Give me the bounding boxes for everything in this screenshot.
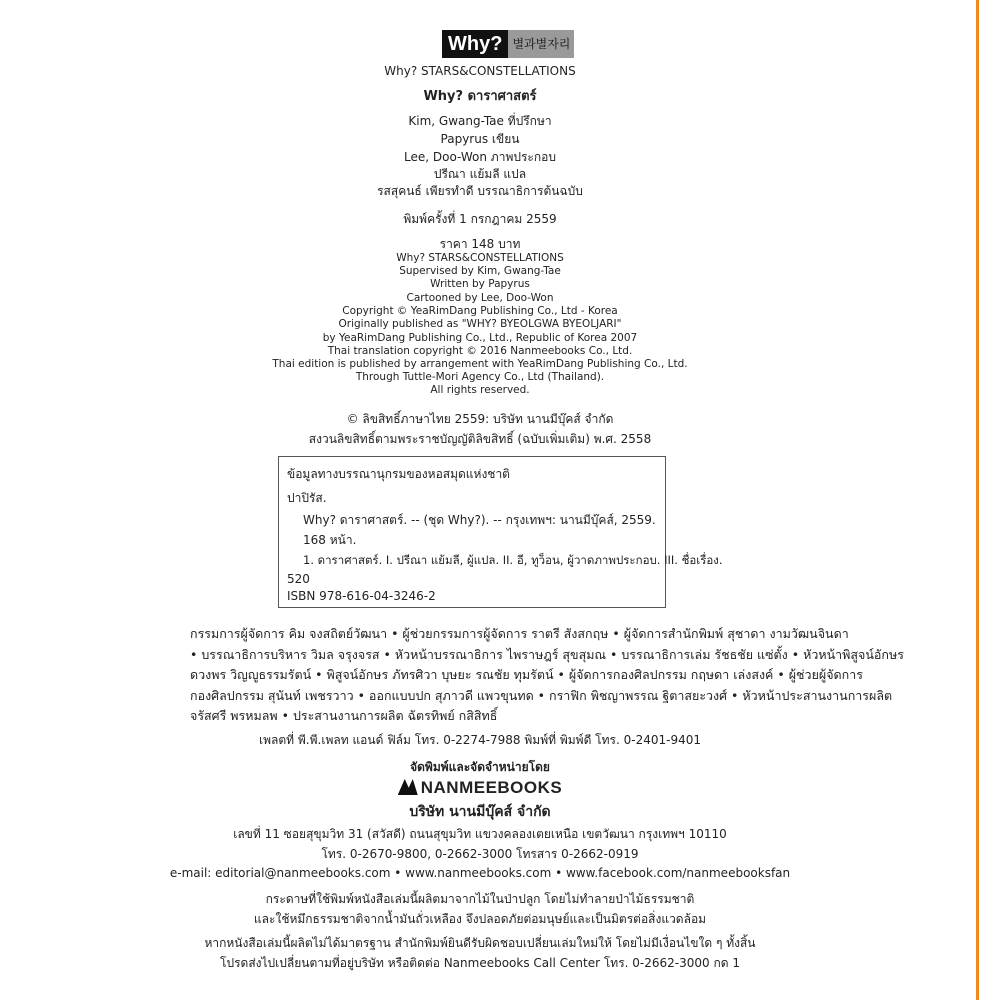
page-edge-accent (976, 0, 979, 1000)
copyright-line: Copyright © YeaRimDang Publishing Co., Ltd - Korea (342, 305, 618, 317)
logo-why-text: Why? (442, 30, 508, 58)
cip-author: ปาปิรัส. (287, 491, 327, 505)
cip-isbn: ISBN 978-616-04-3246-2 (287, 589, 436, 603)
publisher-name: บริษัท นานมีบุ๊คส์ จำกัด (409, 804, 551, 820)
series-title-en: Why? STARS&CONSTELLATIONS (384, 64, 576, 78)
credit-editor: รสสุคนธ์ เพียรทำดี บรรณาธิการต้นฉบับ (377, 184, 583, 198)
staff-credits-line: จรัสศรี พรหมลพ • ประสานงานการผลิต ฉัตรทิพย์ กสิสิทธิ์ (190, 708, 498, 723)
publisher-phone: โทร. 0-2670-9800, 0-2662-3000 โทรสาร 0-2662-0919 (321, 847, 639, 861)
note-line: โปรดส่งไปเปลี่ยนตามที่อยู่บริษัท หรือติดต่อ Nanmeebooks Call Center โทร. 0-2662-3000 กด 1 (220, 956, 740, 970)
credit-writer: Papyrus เขียน (440, 132, 520, 146)
nanmeebooks-mark-icon (398, 779, 418, 795)
nanmeebooks-logo (0, 778, 960, 798)
staff-credits-line: • บรรณาธิการบริหาร วิมล จรุงจรส • หัวหน้าบรรณาธิการ ไพราษฎร์ สุขสุมณ • บรรณาธิการเล่ม รัชธชัย แซ่ตั้ง • หัวหน้าพิสูจน์อักษร (190, 647, 904, 662)
cip-class-number: 520 (287, 572, 310, 586)
thai-copyright-line: สงวนลิขสิทธิ์ตามพระราชบัญญัติลิขสิทธิ์ (ฉบับเพิ่มเติม) พ.ศ. 2558 (308, 432, 652, 446)
copyright-line: All rights reserved. (430, 384, 530, 396)
credit-translator: ปรีณา แย้มลี แปล (433, 167, 527, 181)
copyright-line: Written by Papyrus (430, 278, 530, 290)
copyright-line: Thai edition is published by arrangement with YeaRimDang Publishing Co., Ltd. (272, 358, 688, 370)
copyright-line: Supervised by Kim, Gwang-Tae (399, 265, 561, 277)
note-line: และใช้หมึกธรรมชาติจากน้ำมันถั่วเหลือง จึงปลอดภัยต่อมนุษย์และเป็นมิตรต่อสิ่งแวดล้อม (253, 912, 707, 926)
credit-illustrator: Lee, Doo-Won ภาพประกอบ (404, 150, 556, 164)
copyright-line: Cartooned by Lee, Doo-Won (406, 292, 554, 304)
staff-credits-line: ดวงพร วิญญูธรรมรัตน์ • พิสูจน์อักษร ภัทรศิวา บุษยะ รณชัย ทุมรัตน์ • ผู้จัดการกองศิลปกรรม กฤษดา เล่งสงค์ • ผู้ช่วยผู้จัดการ (190, 667, 863, 682)
note-line: กระดาษที่ใช้พิมพ์หนังสือเล่มนี้ผลิตมาจากไม้ในป่าปลูก โดยไม่ทำลายป่าไม้ธรรมชาติ (265, 892, 695, 906)
publisher-address: เลขที่ 11 ซอยสุขุมวิท 31 (สวัสดี) ถนนสุขุมวิท แขวงคลองเตยเหนือ เขตวัฒนา กรุงเทพฯ 10110 (233, 827, 727, 841)
copyright-line: Thai translation copyright © 2016 Nanmeebooks Co., Ltd. (327, 345, 633, 357)
note-line: หากหนังสือเล่มนี้ผลิตไม่ได้มาตรฐาน สำนักพิมพ์ยินดีรับผิดชอบเปลี่ยนเล่มใหม่ให้ โดยไม่มีเงื่อนไขใด ๆ ทั้งสิ้น (204, 936, 756, 950)
cip-record-box (278, 456, 723, 608)
staff-credits-line: กองศิลปกรรม สุนันท์ เพชรวาว • ออกแบบปก สุภาวดี แพวขุนทด • กราฟิก พิชญาพรรณ ฐิตาสยะวงศ์ • หัวหน้าประสานงานการผลิต (190, 688, 893, 703)
cip-title: Why? ดาราศาสตร์. -- (ชุด Why?). -- กรุงเทพฯ: นานมีบุ๊คส์, 2559. (303, 513, 656, 527)
cip-pages: 168 หน้า. (303, 533, 357, 547)
cip-subjects: 1. ดาราศาสตร์. I. ปรีณา แย้มลี, ผู้แปล. II. อี, ทูว็อน, ผู้วาดภาพประกอบ. III. ชื่อเรื่อง. (303, 553, 723, 567)
why-series-logo (442, 30, 574, 58)
logo-korean-text: 별과별자리 (508, 30, 574, 58)
edition-line: พิมพ์ครั้งที่ 1 กรกฎาคม 2559 (403, 212, 557, 226)
copyright-line: Through Tuttle-Mori Agency Co., Ltd (Thailand). (355, 371, 605, 383)
copyright-line: by YeaRimDang Publishing Co., Ltd., Republic of Korea 2007 (322, 332, 638, 344)
book-title-th: Why? ดาราศาสตร์ (423, 89, 537, 104)
printing-info: เพลตที่ พี.พี.เพลท แอนด์ ฟิล์ม โทร. 0-2274-7988 พิมพ์ที่ พิมพ์ดี โทร. 0-2401-9401 (259, 733, 701, 747)
publisher-web: e-mail: editorial@nanmeebooks.com • www.nanmeebooks.com • www.facebook.com/nanmeebooksfan (169, 866, 791, 880)
copyright-line: Originally published as "WHY? BYEOLGWA BYEOLJARI" (338, 318, 622, 330)
nanmeebooks-logo-text: NANMEEBOOKS (420, 778, 563, 797)
copyright-line: Why? STARS&CONSTELLATIONS (396, 252, 564, 264)
price-line: ราคา 148 บาท (439, 237, 521, 251)
credit-advisor: Kim, Gwang-Tae ที่ปรึกษา (408, 114, 552, 128)
cip-heading: ข้อมูลทางบรรณานุกรมของหอสมุดแห่งชาติ (287, 467, 510, 481)
distributed-by-label: จัดพิมพ์และจัดจำหน่ายโดย (410, 760, 550, 774)
thai-copyright-line: © ลิขสิทธิ์ภาษาไทย 2559: บริษัท นานมีบุ๊คส์ จำกัด (346, 412, 614, 426)
staff-credits-line: กรรมการผู้จัดการ คิม จงสถิตย์วัฒนา • ผู้ช่วยกรรมการผู้จัดการ ราตรี สังสกฤษ • ผู้จัดการสำนักพิมพ์ สุชาดา งามวัฒนจินดา (190, 626, 849, 641)
